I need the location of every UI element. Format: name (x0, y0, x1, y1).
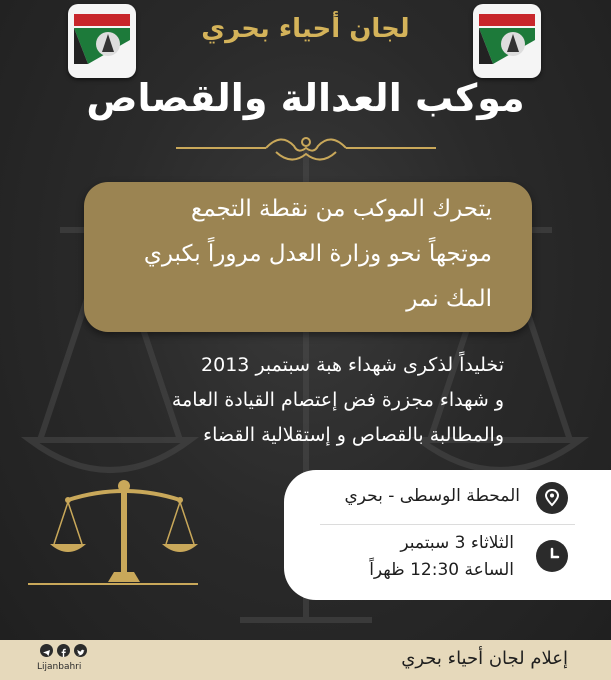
footer-bar (0, 640, 611, 680)
location-pin-icon (536, 482, 568, 514)
time-text: الساعة 12:30 ظهراً (369, 560, 514, 580)
main-title: موكب العدالة والقصاص (86, 76, 525, 120)
ornament-divider-icon (176, 128, 436, 168)
location-text: المحطة الوسطى - بحري (344, 486, 520, 506)
route-line-3: المك نمر (406, 286, 492, 312)
social-handle: Lijanbahri (37, 662, 82, 672)
facebook-icon[interactable] (57, 644, 70, 657)
telegram-icon[interactable] (40, 644, 53, 657)
description-line-2: و شهداء مجزرة فض إعتصام القيادة العامة (171, 389, 504, 411)
route-box (84, 182, 532, 332)
route-line-2: موتجهاً نحو وزارة العدل مروراً بكبري (143, 241, 492, 267)
description-line-1: تخليداً لذكرى شهداء هبة سبتمبر 2013 (201, 354, 504, 376)
info-divider (320, 524, 575, 525)
footer-text: إعلام لجان أحياء بحري (401, 648, 568, 669)
twitter-icon[interactable] (74, 644, 87, 657)
date-text: الثلاثاء 3 سبتمبر (400, 533, 514, 553)
org-title: لجان أحياء بحري (201, 14, 410, 44)
description-line-3: والمطالبة بالقصاص و إستقلالية القضاء (203, 424, 504, 446)
clock-icon (536, 540, 568, 572)
scales-of-justice-icon (28, 472, 198, 592)
route-line-1: يتحرك الموكب من نقطة التجمع (191, 196, 492, 222)
